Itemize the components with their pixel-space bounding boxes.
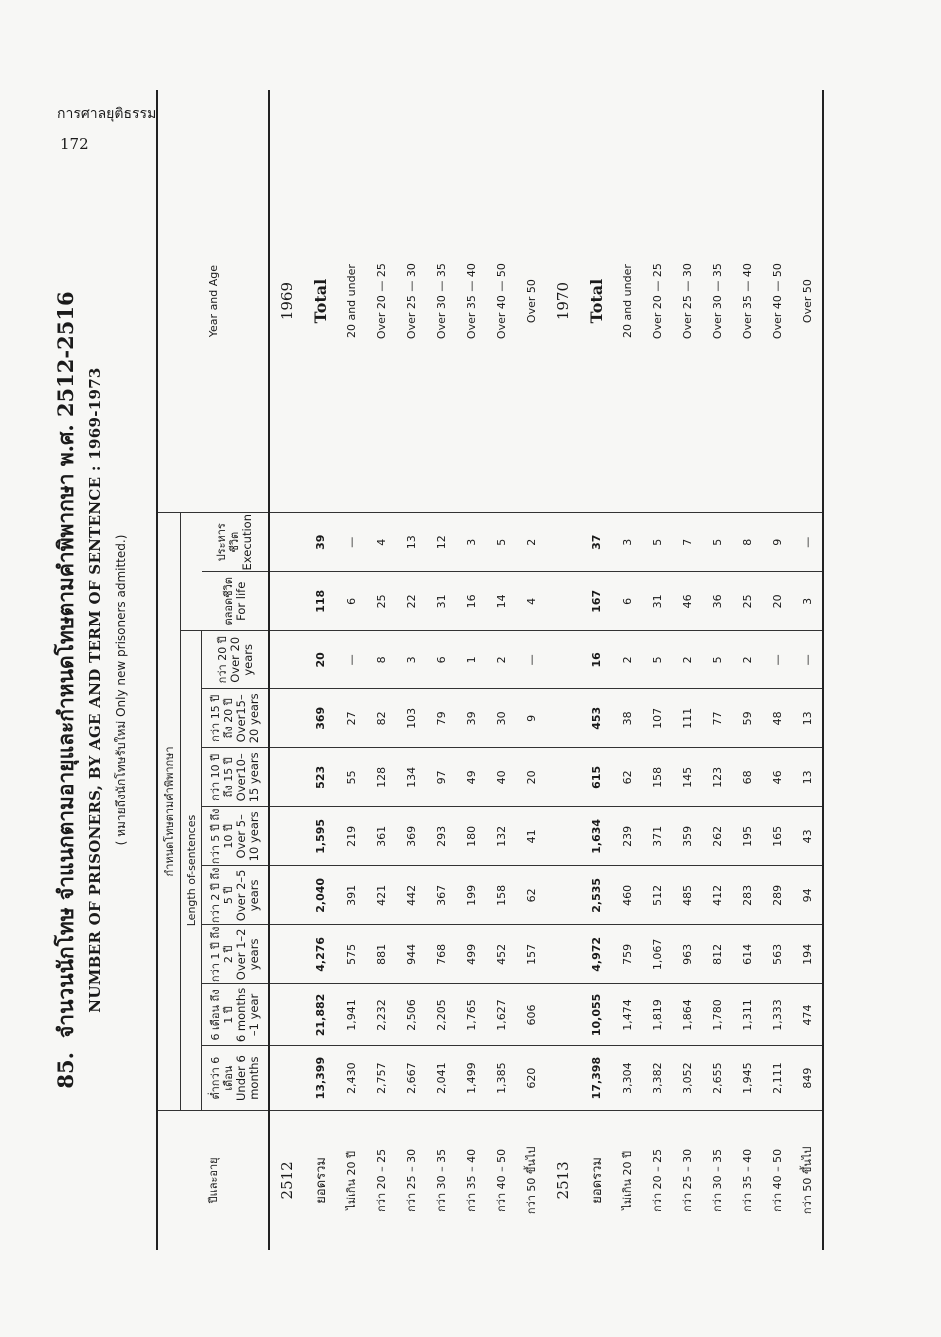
data-cell: 1,499 <box>464 1062 478 1094</box>
column-header-thai: ตลอดชีวิต <box>221 577 235 626</box>
data-cell: 442 <box>396 866 426 925</box>
total-cell: 1,595 <box>304 807 336 866</box>
data-cell: 31 <box>426 572 456 631</box>
column-header-thai: ประหารชีวิต <box>215 523 242 562</box>
data-cell: 2,655 <box>710 1062 724 1094</box>
column-header-english: For life <box>233 581 248 621</box>
column-header-english: Over10–15 years <box>234 752 261 803</box>
total-cell: 2,040 <box>304 866 336 925</box>
data-cell: 48 <box>762 689 792 748</box>
data-cell: 881 <box>366 925 396 984</box>
data-cell: 43 <box>792 807 823 866</box>
total-cell: 17,398 <box>589 1056 603 1100</box>
column-header-thai: กว่า 15 ปี ถึง 20 ปี <box>209 694 235 742</box>
data-cell: 1,819 <box>642 984 672 1046</box>
age-group-thai: กว่า 20 – 25 <box>642 1110 672 1250</box>
column-header-thai: กว่า 20 ปี <box>215 636 229 684</box>
data-cell: 39 <box>456 689 486 748</box>
data-cell: — <box>516 631 546 689</box>
data-cell: 194 <box>792 925 823 984</box>
empty-cell <box>269 631 304 689</box>
data-cell: 5 <box>642 631 672 689</box>
column-header <box>202 984 270 1046</box>
data-cell: 963 <box>672 925 702 984</box>
data-cell: 103 <box>396 689 426 748</box>
empty-cell <box>269 866 304 925</box>
empty-cell <box>546 748 580 807</box>
column-header-thai: กว่า 2 ปี ถึง 5 ปี <box>209 867 235 924</box>
table-row <box>486 90 516 1250</box>
data-cell: 849 <box>800 1067 814 1089</box>
empty-cell <box>546 925 580 984</box>
data-cell: 5 <box>702 513 732 572</box>
data-cell: 219 <box>336 807 366 866</box>
total-cell: 37 <box>580 513 612 572</box>
data-cell: 2 <box>612 631 642 689</box>
age-group-thai: กว่า 50 ขึ้นไป <box>792 1110 823 1250</box>
data-cell: 195 <box>732 807 762 866</box>
data-cell: 158 <box>642 748 672 807</box>
data-cell: 38 <box>612 689 642 748</box>
column-header <box>202 866 270 925</box>
data-cell: 77 <box>702 689 732 748</box>
data-cell: 132 <box>486 807 516 866</box>
data-cell: 9 <box>762 513 792 572</box>
total-cell: 10,055 <box>580 984 612 1046</box>
table-row <box>792 90 823 1250</box>
total-label-thai: ยอดรวม <box>304 1110 336 1250</box>
age-group-english: Over 40 — 50 <box>486 90 516 513</box>
data-cell: 13 <box>396 513 426 572</box>
data-cell: — <box>336 513 366 572</box>
data-cell: 94 <box>792 866 823 925</box>
data-cell: 79 <box>426 689 456 748</box>
data-cell: 7 <box>672 513 702 572</box>
total-cell: 167 <box>580 572 612 631</box>
age-group-thai: กว่า 40 – 50 <box>486 1110 516 1250</box>
total-row <box>580 90 612 1250</box>
column-header-english: Over 5–10 years <box>234 811 261 862</box>
data-cell: 1 <box>456 631 486 689</box>
total-cell: 16 <box>580 631 612 689</box>
data-cell: 2 <box>672 631 702 689</box>
table-row <box>336 90 366 1250</box>
data-cell: 391 <box>336 866 366 925</box>
data-cell: 22 <box>396 572 426 631</box>
data-cell: 460 <box>612 866 642 925</box>
table-row <box>732 90 762 1250</box>
data-cell: 3 <box>792 572 823 631</box>
empty-cell <box>269 1046 304 1110</box>
data-cell: 2 <box>516 513 546 572</box>
data-cell: — <box>792 513 823 572</box>
data-cell: 36 <box>702 572 732 631</box>
age-group-thai: กว่า 20 – 25 <box>366 1110 396 1250</box>
data-cell: 5 <box>702 631 732 689</box>
data-cell: 421 <box>366 866 396 925</box>
data-cell: 111 <box>672 689 702 748</box>
age-group-english: Over 40 — 50 <box>762 90 792 513</box>
data-cell: 165 <box>762 807 792 866</box>
empty-cell <box>269 689 304 748</box>
data-cell: 14 <box>486 572 516 631</box>
table-title-thai <box>50 90 83 1290</box>
data-cell: 134 <box>396 748 426 807</box>
data-cell: 359 <box>672 807 702 866</box>
data-cell: 20 <box>762 572 792 631</box>
data-cell: 1,945 <box>740 1062 754 1094</box>
data-cell: 606 <box>516 984 546 1046</box>
table-row <box>396 90 426 1250</box>
column-header <box>202 513 270 572</box>
data-cell: 614 <box>732 925 762 984</box>
total-cell: 4,276 <box>304 925 336 984</box>
data-cell: 107 <box>642 689 672 748</box>
age-group-english: Over 35 — 40 <box>456 90 486 513</box>
data-cell: 180 <box>456 807 486 866</box>
data-cell: 485 <box>672 866 702 925</box>
data-cell: 20 <box>516 748 546 807</box>
age-group-thai: ไม่เกิน 20 ปี <box>612 1110 642 1250</box>
column-header-thai: 6 เดือน ถึง 1 ปี <box>209 989 235 1041</box>
year-label-english: 1969 <box>269 90 304 513</box>
data-cell: 158 <box>486 866 516 925</box>
age-group-english: Over 50 <box>792 90 823 513</box>
data-cell: 13 <box>792 689 823 748</box>
data-cell: 412 <box>702 866 732 925</box>
data-cell: 9 <box>516 689 546 748</box>
column-header-thai: กว่า 10 ปี ถึง 15 ปี <box>209 753 235 801</box>
column-header <box>202 631 270 689</box>
data-cell: 25 <box>732 572 762 631</box>
age-group-english: 20 and under <box>336 90 366 513</box>
year-row <box>269 90 304 1250</box>
table-row <box>366 90 396 1250</box>
column-header-english: Under 6 months <box>234 1055 261 1101</box>
column-header <box>202 689 270 748</box>
data-cell: 13 <box>792 748 823 807</box>
column-header-english: Execution <box>240 514 255 571</box>
data-cell: 27 <box>336 689 366 748</box>
data-cell: 367 <box>426 866 456 925</box>
age-group-thai: กว่า 25 – 30 <box>396 1110 426 1250</box>
data-cell: 46 <box>672 572 702 631</box>
prisoners-table <box>156 90 824 1250</box>
column-header-english: Over 20 years <box>227 636 255 683</box>
total-cell: 13,399 <box>313 1056 327 1100</box>
group-header-spacer <box>181 513 202 631</box>
column-header <box>202 748 270 807</box>
total-cell: 118 <box>304 572 336 631</box>
data-cell: 31 <box>642 572 672 631</box>
data-cell: 2,205 <box>426 984 456 1046</box>
column-header-thai: ต่ำกว่า 6 เดือน <box>209 1056 235 1100</box>
data-cell: 361 <box>366 807 396 866</box>
empty-cell <box>546 572 580 631</box>
age-group-english: Over 20 — 25 <box>366 90 396 513</box>
data-cell: 2 <box>486 631 516 689</box>
data-cell: 30 <box>486 689 516 748</box>
data-cell: 59 <box>732 689 762 748</box>
age-group-english: Over 20 — 25 <box>642 90 672 513</box>
group-header-english: Length of-sentences <box>181 631 202 1110</box>
data-cell: 1,311 <box>732 984 762 1046</box>
data-cell: 262 <box>702 807 732 866</box>
empty-cell <box>269 748 304 807</box>
data-cell: 474 <box>792 984 823 1046</box>
data-cell: 4 <box>516 572 546 631</box>
data-cell: 12 <box>426 513 456 572</box>
total-cell: 369 <box>304 689 336 748</box>
data-cell: 49 <box>456 748 486 807</box>
table-row <box>426 90 456 1250</box>
empty-cell <box>546 631 580 689</box>
data-cell: 1,333 <box>762 984 792 1046</box>
column-header <box>202 807 270 866</box>
data-cell: 499 <box>456 925 486 984</box>
empty-cell <box>269 984 304 1046</box>
data-cell: 46 <box>762 748 792 807</box>
data-cell: 3,382 <box>650 1062 664 1094</box>
data-cell: 3 <box>612 513 642 572</box>
data-cell: 6 <box>612 572 642 631</box>
running-header: การศาลยุติธรรม <box>57 106 157 122</box>
data-cell: 55 <box>336 748 366 807</box>
empty-cell <box>269 513 304 572</box>
data-cell: 563 <box>762 925 792 984</box>
data-cell: 2,232 <box>366 984 396 1046</box>
age-group-english: Over 30 — 35 <box>702 90 732 513</box>
group-header-thai: กำหนดโทษตามคำพิพากษา <box>157 513 181 1111</box>
data-cell: 1,941 <box>336 984 366 1046</box>
total-cell: 453 <box>580 689 612 748</box>
column-header-english: 6 months –1 year <box>234 987 261 1043</box>
data-cell: 25 <box>366 572 396 631</box>
table-row <box>642 90 672 1250</box>
data-cell: 759 <box>612 925 642 984</box>
table-row <box>762 90 792 1250</box>
empty-cell <box>546 689 580 748</box>
data-cell: — <box>792 631 823 689</box>
data-cell: 2,111 <box>770 1062 784 1094</box>
table-body <box>269 90 823 1250</box>
column-header-english: Over 1–2 years <box>234 928 261 981</box>
data-cell: 62 <box>516 866 546 925</box>
data-cell: 128 <box>366 748 396 807</box>
age-group-thai: กว่า 25 – 30 <box>672 1110 702 1250</box>
total-label-english: Total <box>304 90 336 513</box>
age-group-thai: กว่า 30 – 35 <box>702 1110 732 1250</box>
table-row <box>702 90 732 1250</box>
data-cell: 3,304 <box>620 1062 634 1094</box>
table-row <box>516 90 546 1250</box>
empty-cell <box>546 1046 580 1110</box>
data-cell: 944 <box>396 925 426 984</box>
year-row <box>546 90 580 1250</box>
age-header-thai: ปีและอายุ <box>157 1110 269 1250</box>
total-label-thai: ยอดรวม <box>580 1110 612 1250</box>
empty-cell <box>546 984 580 1046</box>
data-cell: 68 <box>732 748 762 807</box>
age-group-english: Over 35 — 40 <box>732 90 762 513</box>
data-cell: 293 <box>426 807 456 866</box>
data-cell: 239 <box>612 807 642 866</box>
data-cell: 41 <box>516 807 546 866</box>
table-title-english: NUMBER OF PRISONERS, BY AGE AND TERM OF SENTENCE : 1969-1973 <box>86 367 104 1013</box>
data-cell: 4 <box>366 513 396 572</box>
data-cell: 6 <box>336 572 366 631</box>
age-group-thai: กว่า 50 ขึ้นไป <box>516 1110 546 1250</box>
data-cell: 371 <box>642 807 672 866</box>
empty-cell <box>546 513 580 572</box>
column-header-thai: กว่า 5 ปี ถึง 10 ปี <box>209 808 235 865</box>
data-cell: 2 <box>732 631 762 689</box>
total-cell: 523 <box>304 748 336 807</box>
year-label-thai: 2513 <box>546 1110 580 1250</box>
data-cell: 768 <box>426 925 456 984</box>
total-cell: 1,634 <box>580 807 612 866</box>
total-cell: 21,882 <box>304 984 336 1046</box>
age-group-thai: กว่า 35 – 40 <box>732 1110 762 1250</box>
data-cell: 3 <box>396 631 426 689</box>
column-header <box>202 925 270 984</box>
data-cell: 452 <box>486 925 516 984</box>
column-header-thai: กว่า 1 ปี ถึง 2 ปี <box>209 926 235 983</box>
data-cell: 82 <box>366 689 396 748</box>
data-cell: 97 <box>426 748 456 807</box>
data-cell: 145 <box>672 748 702 807</box>
table-row <box>612 90 642 1250</box>
year-label-thai: 2512 <box>269 1110 304 1250</box>
empty-cell <box>269 807 304 866</box>
data-cell: 3 <box>456 513 486 572</box>
data-cell: 283 <box>732 866 762 925</box>
data-cell: 2,757 <box>374 1062 388 1094</box>
data-cell: 1,474 <box>612 984 642 1046</box>
data-cell: 575 <box>336 925 366 984</box>
age-group-english: Over 30 — 35 <box>426 90 456 513</box>
data-cell: 1,385 <box>494 1062 508 1094</box>
data-cell: 5 <box>486 513 516 572</box>
data-cell: 1,864 <box>672 984 702 1046</box>
data-cell: 40 <box>486 748 516 807</box>
total-cell: 20 <box>304 631 336 689</box>
age-group-english: Over 25 — 30 <box>396 90 426 513</box>
data-cell: 199 <box>456 866 486 925</box>
empty-cell <box>269 572 304 631</box>
age-group-thai: ไม่เกิน 20 ปี <box>336 1110 366 1250</box>
data-cell: 16 <box>456 572 486 631</box>
age-group-english: Over 50 <box>516 90 546 513</box>
data-cell: 6 <box>426 631 456 689</box>
data-cell: 1,765 <box>456 984 486 1046</box>
data-cell: — <box>336 631 366 689</box>
data-cell: 512 <box>642 866 672 925</box>
data-cell: 157 <box>516 925 546 984</box>
age-group-english: 20 and under <box>612 90 642 513</box>
year-label-english: 1970 <box>546 90 580 513</box>
table-row <box>456 90 486 1250</box>
data-cell: 1,627 <box>486 984 516 1046</box>
data-cell: 2,506 <box>396 984 426 1046</box>
data-cell: 8 <box>366 631 396 689</box>
age-group-thai: กว่า 35 – 40 <box>456 1110 486 1250</box>
data-cell: 2,430 <box>344 1062 358 1094</box>
total-cell: 615 <box>580 748 612 807</box>
data-cell: 1,067 <box>642 925 672 984</box>
data-cell: 5 <box>642 513 672 572</box>
rotated-table-region <box>50 90 890 1290</box>
total-cell: 39 <box>304 513 336 572</box>
data-cell: 2,667 <box>404 1062 418 1094</box>
empty-cell <box>546 807 580 866</box>
column-header <box>202 572 270 631</box>
table-number: 85. <box>53 1052 78 1089</box>
data-cell: 620 <box>524 1067 538 1089</box>
column-header <box>202 1046 270 1110</box>
title-thai-text: จำนวนนักโทษ จำแนกตามอายุและกำหนดโทษตามคำพิพากษา พ.ศ. 2512-2516 <box>53 291 78 1039</box>
total-cell: 4,972 <box>580 925 612 984</box>
data-cell: 3,052 <box>680 1062 694 1094</box>
page-number: 172 <box>60 135 89 153</box>
data-cell: 289 <box>762 866 792 925</box>
data-cell: 123 <box>702 748 732 807</box>
column-header-english: Over 2–5 years <box>234 869 261 922</box>
data-cell: 1,780 <box>702 984 732 1046</box>
data-cell: 369 <box>396 807 426 866</box>
age-header-english: Year and Age <box>157 90 269 513</box>
data-cell: 812 <box>702 925 732 984</box>
empty-cell <box>546 866 580 925</box>
data-cell: 2,041 <box>434 1062 448 1094</box>
total-cell: 2,535 <box>580 866 612 925</box>
data-cell: 8 <box>732 513 762 572</box>
table-note: ( หมายถึงนักโทษรับใหม่ Only new prisoners admitted.) <box>114 534 128 846</box>
column-header-english: Over15–20 years <box>234 693 261 744</box>
data-cell: 62 <box>612 748 642 807</box>
table-row <box>672 90 702 1250</box>
age-group-thai: กว่า 30 – 35 <box>426 1110 456 1250</box>
age-group-english: Over 25 — 30 <box>672 90 702 513</box>
data-cell: — <box>762 631 792 689</box>
age-group-thai: กว่า 40 – 50 <box>762 1110 792 1250</box>
empty-cell <box>269 925 304 984</box>
total-label-english: Total <box>580 90 612 513</box>
total-row <box>304 90 336 1250</box>
